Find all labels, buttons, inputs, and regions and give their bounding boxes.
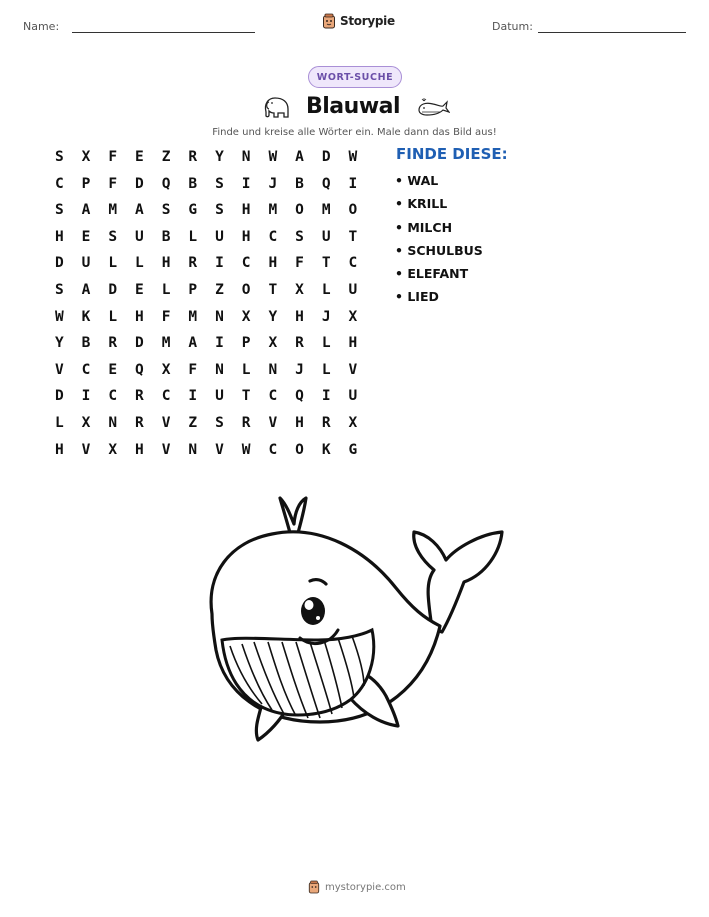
grid-letter[interactable]: M [188, 308, 198, 325]
grid-letter[interactable]: Q [161, 175, 171, 192]
grid-letter[interactable]: E [81, 228, 91, 245]
letter-grid [46, 148, 366, 467]
grid-letter[interactable]: V [215, 441, 224, 458]
grid-letter[interactable]: B [161, 228, 171, 245]
grid-letter[interactable]: C [81, 361, 91, 378]
grid-letter[interactable]: A [81, 202, 91, 219]
brand [322, 13, 395, 29]
grid-letter[interactable]: U [348, 388, 358, 405]
grid-letter[interactable]: I [215, 335, 224, 352]
grid-letter[interactable]: X [241, 308, 251, 325]
page-title: Blauwal [306, 94, 401, 119]
grid-letter[interactable]: F [108, 175, 118, 192]
grid-letter[interactable]: H [241, 202, 251, 219]
grid-letter[interactable]: G [188, 202, 198, 219]
grid-letter[interactable]: P [241, 335, 251, 352]
grid-letter[interactable]: D [54, 255, 64, 272]
grid-letter[interactable]: C [348, 255, 358, 272]
grid-letter[interactable]: G [348, 441, 358, 458]
grid-letter[interactable]: N [215, 308, 224, 325]
grid-letter[interactable]: O [348, 202, 358, 219]
grid-letter[interactable]: M [321, 202, 331, 219]
footer-link[interactable]: mystorypie.com [325, 881, 406, 893]
grid-letter[interactable]: T [321, 255, 331, 272]
grid-letter[interactable]: Z [188, 414, 198, 431]
grid-letter[interactable]: R [295, 335, 304, 352]
grid-letter[interactable]: U [321, 228, 331, 245]
name-label: Name: [23, 20, 60, 33]
grid-letter[interactable]: S [295, 228, 304, 245]
grid-letter[interactable]: L [321, 281, 331, 298]
worksheet-type-badge: WORT-SUCHE [308, 66, 402, 88]
grid-letter[interactable]: S [161, 202, 171, 219]
grid-letter[interactable]: P [188, 281, 198, 298]
grid-letter[interactable]: X [295, 281, 304, 298]
grid-letter[interactable]: D [321, 149, 331, 165]
grid-letter[interactable]: M [161, 335, 171, 352]
grid-letter[interactable]: L [161, 281, 171, 298]
grid-letter[interactable]: N [241, 149, 251, 165]
grid-letter[interactable]: H [54, 441, 64, 458]
grid-letter[interactable]: R [135, 388, 144, 405]
grid-letter[interactable]: H [54, 228, 64, 245]
grid-letter[interactable]: V [161, 414, 171, 431]
grid-letter[interactable]: I [241, 175, 251, 192]
grid-letter[interactable]: L [241, 361, 251, 378]
grid-letter[interactable]: D [135, 175, 144, 192]
grid-letter[interactable]: C [161, 388, 171, 405]
grid-letter[interactable]: L [188, 228, 198, 245]
grid-letter[interactable]: S [108, 228, 118, 245]
brand-name: Storypie [340, 14, 395, 28]
grid-letter[interactable]: U [81, 255, 91, 272]
grid-letter[interactable]: I [188, 388, 198, 405]
word-item: • MILCH [395, 219, 453, 235]
grid-letter[interactable]: X [268, 335, 278, 352]
grid-letter[interactable]: Y [268, 308, 278, 325]
grid-letter[interactable]: H [241, 228, 251, 245]
grid-letter[interactable]: O [295, 441, 304, 458]
grid-letter[interactable]: J [321, 308, 331, 325]
grid-letter[interactable]: L [321, 361, 331, 378]
footer [308, 880, 406, 894]
instructions: Finde und kreise alle Wörter ein. Male dann das Bild aus! [212, 127, 497, 138]
grid-letter[interactable]: Q [135, 361, 144, 378]
grid-letter[interactable]: V [161, 441, 171, 458]
grid-letter[interactable]: V [54, 361, 64, 378]
word-item: • WAL [395, 173, 439, 188]
grid-letter[interactable]: D [54, 388, 64, 405]
grid-letter[interactable]: R [188, 255, 198, 272]
grid-letter[interactable]: Y [215, 149, 224, 165]
grid-letter[interactable]: C [54, 175, 64, 192]
grid-letter[interactable]: C [108, 388, 118, 405]
grid-letter[interactable]: I [81, 388, 91, 405]
grid-letter[interactable]: U [215, 388, 224, 405]
grid-letter[interactable]: Q [321, 175, 331, 192]
grid-letter[interactable]: C [268, 388, 278, 405]
grid-letter[interactable]: F [161, 308, 171, 325]
grid-letter[interactable]: Z [215, 281, 224, 298]
grid-letter[interactable]: W [54, 308, 64, 325]
grid-letter[interactable]: W [241, 441, 251, 458]
grid-letter[interactable]: R [241, 414, 251, 431]
grid-letter[interactable]: L [108, 308, 118, 325]
grid-letter[interactable]: H [161, 255, 171, 272]
grid-letter[interactable]: Q [295, 388, 304, 405]
storypie-logo-icon [308, 880, 320, 894]
whale-coloring-illustration[interactable] [200, 490, 510, 745]
grid-letter[interactable]: L [108, 255, 118, 272]
grid-letter[interactable]: N [215, 361, 224, 378]
grid-letter[interactable]: B [188, 175, 198, 192]
whale-icon [416, 96, 450, 120]
date-line[interactable] [538, 32, 686, 33]
grid-letter[interactable]: I [348, 175, 358, 192]
grid-letter[interactable]: X [81, 149, 91, 165]
grid-letter[interactable]: S [215, 175, 224, 192]
grid-letter[interactable]: L [321, 335, 331, 352]
grid-letter[interactable]: X [348, 308, 358, 325]
grid-letter[interactable]: H [135, 441, 144, 458]
grid-letter[interactable]: U [135, 228, 144, 245]
grid-letter[interactable]: L [135, 255, 144, 272]
elephant-icon [260, 94, 292, 120]
grid-letter[interactable]: J [268, 175, 278, 192]
grid-letter[interactable]: A [188, 335, 198, 352]
grid-letter[interactable]: A [295, 149, 304, 165]
grid-letter[interactable]: V [81, 441, 91, 458]
grid-letter[interactable]: H [295, 414, 304, 431]
grid-letter[interactable]: X [108, 441, 118, 458]
grid-letter[interactable]: F [108, 149, 118, 165]
grid-letter[interactable]: D [108, 281, 118, 298]
grid-letter[interactable]: M [268, 202, 278, 219]
grid-letter[interactable]: R [188, 149, 198, 165]
grid-letter[interactable]: N [188, 441, 198, 458]
grid-letter[interactable]: H [295, 308, 304, 325]
grid-letter[interactable]: W [348, 149, 358, 165]
grid-letter[interactable]: N [108, 414, 118, 431]
grid-letter[interactable]: V [348, 361, 358, 378]
grid-letter[interactable]: L [54, 414, 64, 431]
grid-letter[interactable]: Z [161, 149, 171, 165]
grid-letter[interactable]: D [135, 335, 144, 352]
grid-letter[interactable]: J [295, 361, 304, 378]
grid-letter[interactable]: B [295, 175, 304, 192]
grid-letter[interactable]: U [215, 228, 224, 245]
grid-letter[interactable]: S [54, 149, 64, 165]
grid-letter[interactable]: P [81, 175, 91, 192]
grid-letter[interactable]: A [81, 281, 91, 298]
grid-letter[interactable]: E [135, 149, 144, 165]
word-item: • KRILL [395, 196, 448, 212]
grid-letter[interactable]: K [321, 441, 331, 458]
grid-letter[interactable]: X [161, 361, 171, 378]
grid-letter[interactable]: C [268, 441, 278, 458]
grid-letter[interactable]: R [321, 414, 331, 431]
grid-letter[interactable]: R [135, 414, 144, 431]
grid-letter[interactable]: T [348, 228, 358, 245]
grid-letter[interactable]: Y [54, 335, 64, 352]
grid-letter[interactable]: H [135, 308, 144, 325]
word-list [395, 172, 483, 312]
grid-letter[interactable]: M [108, 202, 118, 219]
name-line[interactable] [72, 32, 255, 33]
grid-letter[interactable]: K [81, 308, 91, 325]
grid-letter[interactable]: F [188, 361, 198, 378]
grid-letter[interactable]: I [215, 255, 224, 272]
grid-letter[interactable]: X [81, 414, 91, 431]
title-row [0, 92, 709, 124]
grid-letter[interactable]: C [268, 228, 278, 245]
grid-letter[interactable]: H [268, 255, 278, 272]
grid-letter[interactable]: T [241, 388, 251, 405]
grid-letter[interactable]: E [135, 281, 144, 298]
grid-letter[interactable]: N [268, 361, 278, 378]
grid-letter[interactable]: X [348, 414, 358, 431]
grid-letter[interactable]: B [81, 335, 91, 352]
grid-letter[interactable]: V [268, 414, 278, 431]
word-item: • SCHULBUS [395, 242, 483, 258]
date-label: Datum: [492, 20, 533, 33]
word-item: • LIED [395, 289, 439, 305]
grid-letter[interactable]: H [348, 335, 358, 352]
grid-letter[interactable]: C [241, 255, 251, 272]
grid-letter[interactable]: S [54, 202, 64, 219]
grid-letter[interactable]: I [321, 388, 331, 405]
grid-letter[interactable]: O [241, 281, 251, 298]
grid-letter[interactable]: O [295, 202, 304, 219]
grid-letter[interactable]: W [268, 149, 278, 165]
storypie-logo-icon [322, 13, 336, 29]
grid-letter[interactable]: R [108, 335, 118, 352]
grid-letter[interactable]: F [295, 255, 304, 272]
grid-letter[interactable]: S [54, 281, 64, 298]
grid-letter[interactable]: U [348, 281, 358, 298]
grid-letter[interactable]: A [135, 202, 144, 219]
word-list-title: FINDE DIESE: [396, 145, 508, 163]
word-item: • ELEFANT [395, 266, 469, 282]
grid-letter[interactable]: S [215, 202, 224, 219]
grid-letter[interactable]: S [215, 414, 224, 431]
grid-letter[interactable]: T [268, 281, 278, 298]
grid-letter[interactable]: E [108, 361, 118, 378]
